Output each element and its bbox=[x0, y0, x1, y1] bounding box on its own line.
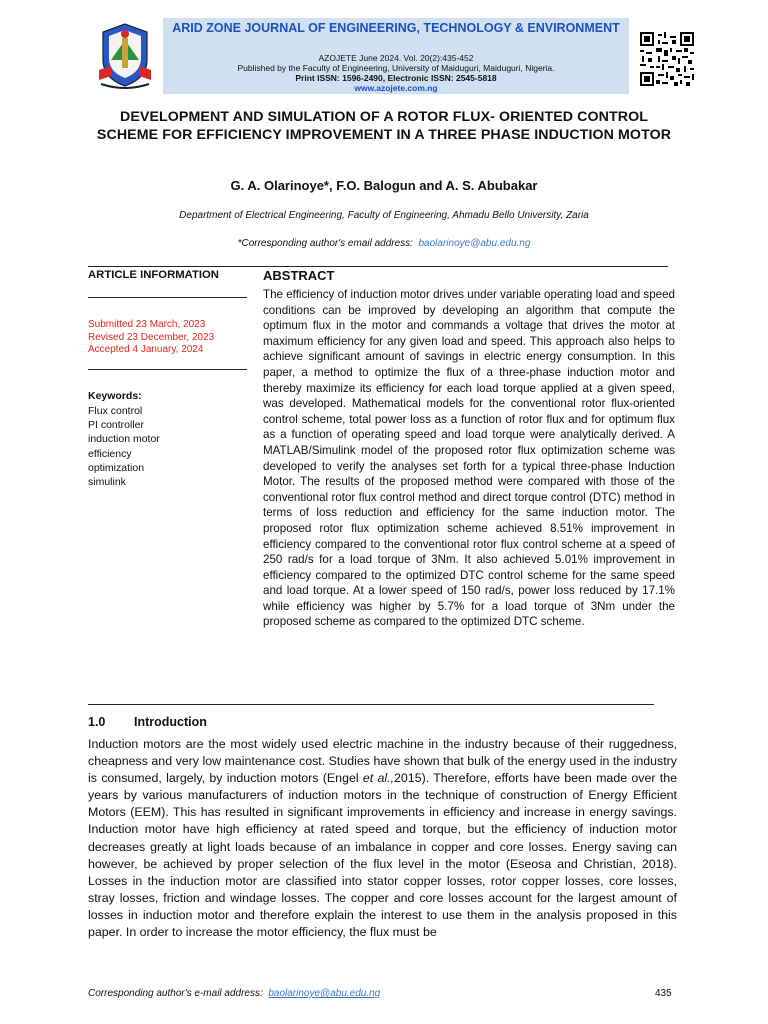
keyword-item: PI controller bbox=[88, 419, 145, 432]
keywords-heading: Keywords: bbox=[88, 390, 142, 402]
keyword-item: efficiency bbox=[88, 447, 132, 460]
corresponding-author bbox=[96, 238, 672, 249]
keyword-item: simulink bbox=[88, 476, 126, 489]
keyword-item: optimization bbox=[88, 461, 145, 474]
abstract-heading: ABSTRACT bbox=[263, 268, 335, 283]
info-divider-1 bbox=[88, 297, 247, 298]
footer-correspondence bbox=[88, 988, 380, 999]
introduction-heading bbox=[88, 715, 207, 729]
journal-title: ARID ZONE JOURNAL OF ENGINEERING, TECHNOLOGY & ENVIRONMENT bbox=[172, 21, 620, 35]
journal-publisher: Published by the Faculty of Engineering, University of Maiduguri, Maiduguri, Nigeria. bbox=[237, 63, 555, 73]
page-number: 435 bbox=[655, 988, 672, 999]
section-number: 1.0 bbox=[88, 715, 106, 729]
author-affiliation: Department of Electrical Engineering, Faculty of Engineering, Ahmadu Bello University, Zaria bbox=[179, 210, 589, 221]
corresponding-label: *Corresponding author's email address: bbox=[237, 238, 413, 249]
paper-title: DEVELOPMENT AND SIMULATION OF A ROTOR FLUX- ORIENTED CONTROL SCHEME FOR EFFICIENCY IMPROVEMENT IN A THREE PHASE INDUCTION MOTOR bbox=[96, 109, 672, 143]
accepted-date: Accepted 4 January, 2024 bbox=[88, 344, 204, 355]
section-title: Introduction bbox=[134, 715, 207, 729]
footer-email-link[interactable]: baolarinoye@abu.edu.ng bbox=[268, 988, 381, 999]
corresponding-email-link[interactable]: baolarinoye@abu.edu.ng bbox=[418, 238, 531, 249]
info-divider-2 bbox=[88, 369, 247, 370]
top-divider bbox=[88, 266, 668, 267]
abstract-divider bbox=[88, 704, 654, 705]
abstract-text: The efficiency of induction motor drives under variable operating load and speed conditions can be improved by developing an algorithm that compute the optimum flux in the motor and commands a voltage that drives the motor at maximum efficiency for any given load and speed. This approach also helps to achieve significant amount of savings in electric energy consumption. In this paper, a method to optimize the flux of a three-phase induction motor and thereby maximize its efficiency for each load torque applied at a given speed, was developed. Mathematical models for the conventional rotor flux-oriented control scheme, total power loss as a function of rotor flux and for optimum flux as a function of operating speed and load torque were analytically derived. A MATLAB/Simulink model of the proposed rotor flux optimization scheme was developed to verify the analyses set forth for a typical three-phase Induction Motor. The results of the proposed method were compared with those of the conventional rotor flux control method and direct torque control (DTC) method in terms of loss reduction and efficiency for the same induction motor. The proposed rotor flux optimization scheme achieved 8.51% improvement in efficiency compared to the conventional rotor flux control scheme at a speed of 250 rad/s for a load torque of 3Nm. It also achieved 5.01% improvement in efficiency compared to the optimized DTC control scheme for the same speed and load torque. At a lower speed of 150 rad/s, power loss reduced by 17.1% while efficiency was higher by 5.7% for a load torque of 3Nm under the proposed scheme as compared to the optimized DTC scheme. bbox=[263, 288, 675, 629]
introduction-text bbox=[88, 736, 677, 941]
university-crest-logo bbox=[97, 20, 153, 90]
intro-text-part: Induction motors are the most widely used electric machine in the industry because of their ruggedness, cheapness and very low maintenance cost. Studies have shown that bulk of the energy used in the industry is consumed, largely, by induction motors (Engel bbox=[88, 737, 677, 786]
keywords-list bbox=[88, 404, 160, 489]
paper-authors: G. A. Olarinoye*, F.O. Balogun and A. S. Abubakar bbox=[230, 178, 538, 193]
intro-text-part: 2015). Therefore, efforts have been made over the years by various manufacturers of induction motors in the technique of construction of Energy Efficient Motors (EEM). This has resulted in significant improvements in efficiency and increase in energy savings. Induction motor have high efficiency at rated speed and torque, but the efficiency of induction motor decreases greatly at light loads because of an imbalance in copper and core losses. Energy saving can however, be achieved by proper selection of the flux level in the motor (Eseosa and Christian, 2018). Losses in the induction motor are classified into stator copper losses, rotor copper losses, core losses, stray losses, friction and windage losses. The copper and core losses account for the largest amount of losses in induction motor and therefore explain the interest to use them in the analysis proposed in this paper. In order to increase the motor efficiency, the flux must be bbox=[88, 771, 677, 940]
journal-website-link[interactable]: www.azojete.com.ng bbox=[354, 83, 438, 93]
footer-label: Corresponding author's e-mail address: bbox=[88, 988, 263, 999]
keyword-item: Flux control bbox=[88, 405, 143, 417]
submitted-date: Submitted 23 March, 2023 bbox=[88, 319, 206, 330]
journal-citation: AZOJETE June 2024. Vol. 20(2):435-452 bbox=[318, 53, 474, 63]
keyword-item: induction motor bbox=[88, 433, 160, 446]
revised-date: Revised 23 December, 2023 bbox=[88, 331, 215, 343]
journal-issn: Print ISSN: 1596-2490, Electronic ISSN: 2545-5818 bbox=[295, 73, 497, 83]
article-dates bbox=[88, 319, 214, 357]
qr-code-icon bbox=[640, 32, 694, 86]
article-info-heading: ARTICLE INFORMATION bbox=[88, 269, 219, 281]
intro-text-etal: et al., bbox=[362, 771, 395, 786]
